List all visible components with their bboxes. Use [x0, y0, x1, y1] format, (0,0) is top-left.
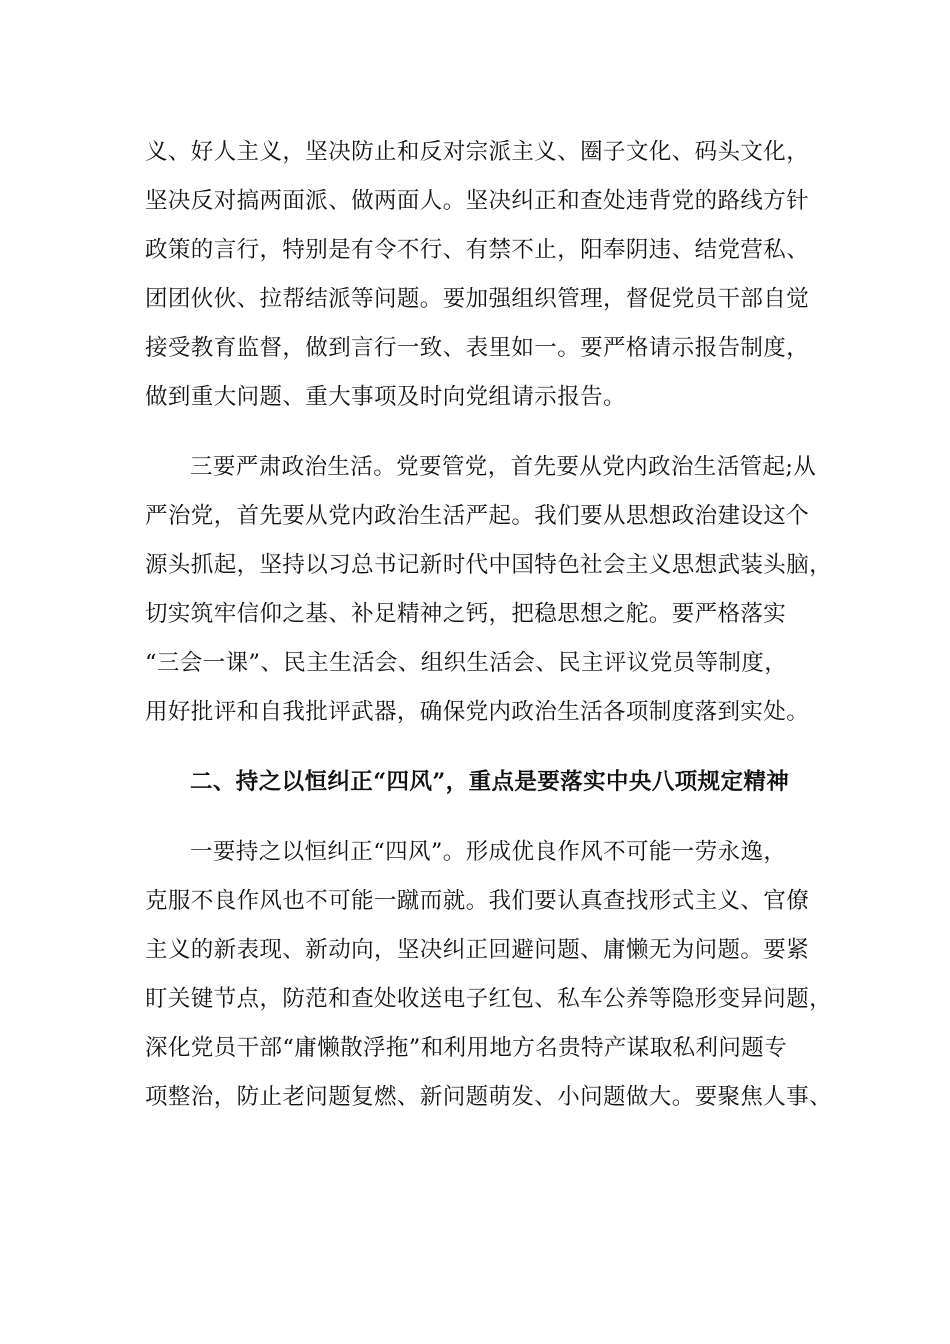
- paragraph-3-line-6: 项整治，防止老问题复燃、新问题萌发、小问题做大。要聚焦人事、: [145, 1084, 833, 1110]
- paragraph-2-line-6: 用好批评和自我批评武器，确保党内政治生活各项制度落到实处。: [145, 699, 810, 725]
- paragraph-3-line-5: 深化党员干部“庸懒散浮拖”和利用地方名贵特产谋取私利问题专: [145, 1035, 788, 1061]
- paragraph-2-line-1: 三要严肃政治生活。党要管党，首先要从党内政治生活管起;从: [190, 454, 817, 480]
- paragraph-3-line-1: 一要持之以恒纠正“四风”。形成优良作风不可能一劳永逸，: [190, 839, 787, 865]
- paragraph-1-line-2: 坚决反对搞两面派、做两面人。坚决纠正和查处违背党的路线方针: [145, 188, 810, 214]
- paragraph-2-line-3: 源头抓起，坚持以习总书记新时代中国特色社会主义思想武装头脑，: [145, 552, 833, 578]
- paragraph-1-line-3: 政策的言行，特别是有令不行、有禁不止，阳奉阴违、结党营私、: [145, 237, 810, 263]
- paragraph-2-line-4: 切实筑牢信仰之基、补足精神之钙，把稳思想之舵。要严格落实: [145, 601, 787, 627]
- paragraph-3-line-4: 盯关键节点，防范和查处收送电子红包、私车公养等隐形变异问题，: [145, 986, 833, 1012]
- paragraph-3-line-2: 克服不良作风也不可能一蹴而就。我们要认真查找形式主义、官僚: [145, 888, 810, 914]
- paragraph-1-line-4: 团团伙伙、拉帮结派等问题。要加强组织管理，督促党员干部自觉: [145, 286, 810, 312]
- section-heading: 二、持之以恒纠正“四风”，重点是要落实中央八项规定精神: [190, 769, 790, 795]
- paragraph-1-line-5: 接受教育监督，做到言行一致、表里如一。要严格请示报告制度，: [145, 335, 810, 361]
- paragraph-3-line-3: 主义的新表现、新动向，坚决纠正回避问题、庸懒无为问题。要紧: [145, 937, 810, 963]
- paragraph-1-line-6: 做到重大问题、重大事项及时向党组请示报告。: [145, 384, 626, 410]
- paragraph-1-line-1: 义、好人主义，坚决防止和反对宗派主义、圈子文化、码头文化，: [145, 139, 810, 165]
- paragraph-2-line-2: 严治党，首先要从党内政治生活严起。我们要从思想政治建设这个: [145, 503, 810, 529]
- paragraph-2-line-5: “三会一课”、民主生活会、组织生活会、民主评议党员等制度，: [145, 650, 788, 676]
